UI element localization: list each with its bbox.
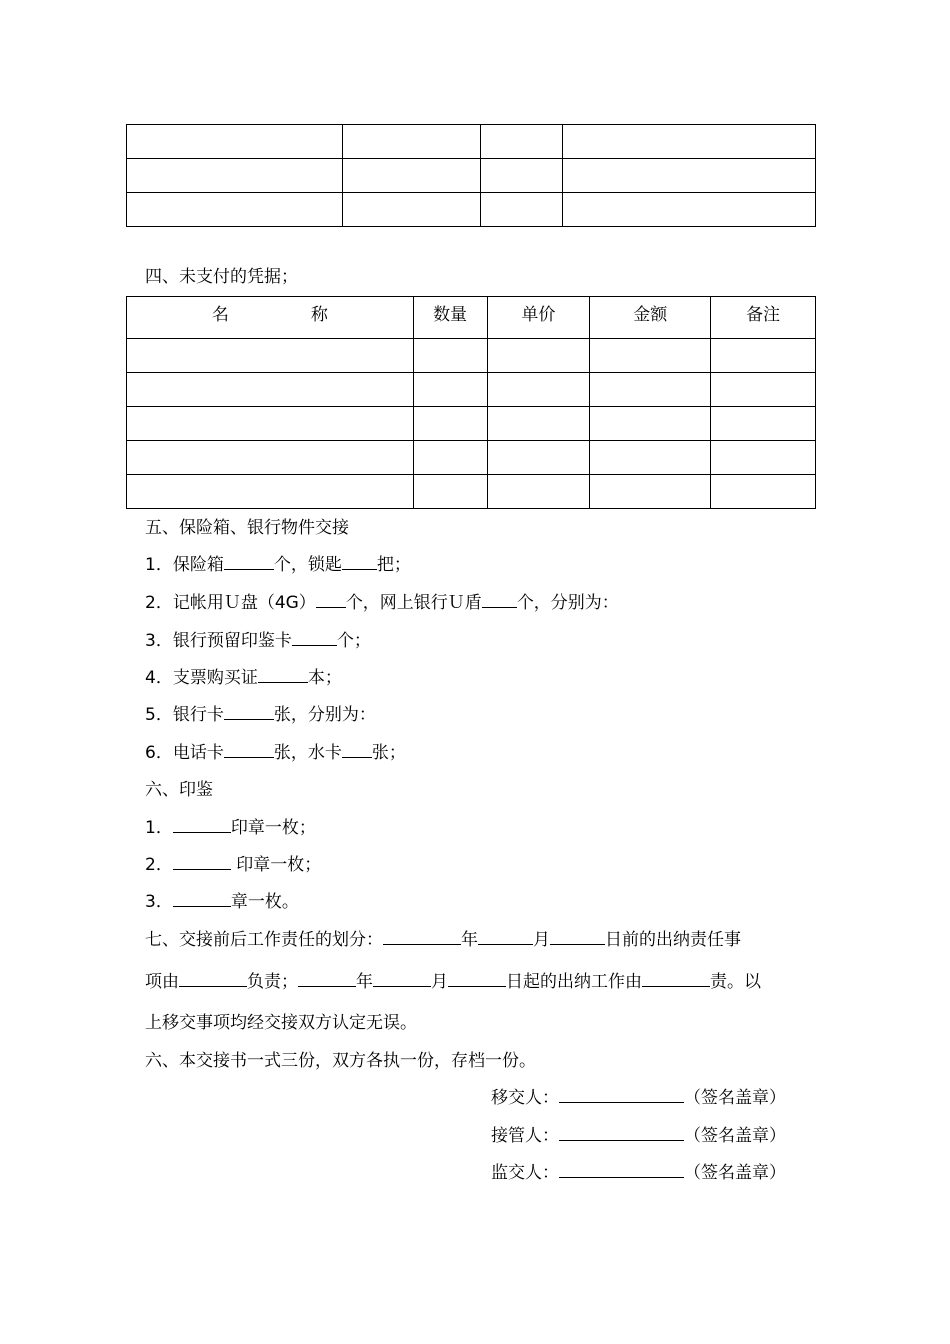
- section7-line1: [145, 925, 741, 950]
- blank-line: [383, 926, 461, 945]
- table-cell: [127, 475, 414, 509]
- item-safe: [145, 550, 411, 575]
- table-row: [127, 441, 816, 475]
- table-cell: [487, 475, 590, 509]
- table-cell: [127, 125, 343, 159]
- table-cell: [127, 441, 414, 475]
- text: 张；: [371, 743, 406, 763]
- section7-line2: [145, 967, 761, 992]
- signature-receiver: [491, 1121, 786, 1146]
- table-cell: [342, 159, 481, 193]
- text: 5．银行卡: [145, 705, 224, 725]
- text: 年: [461, 930, 478, 950]
- table-cell: [590, 407, 711, 441]
- blank-line: [224, 739, 274, 758]
- closing-statement: 六、本交接书一式三份，双方各执一份，存档一份。: [145, 1051, 536, 1071]
- blank-line: [482, 589, 517, 608]
- table-cell: [481, 159, 563, 193]
- text: 个，网上银行Ｕ盾: [345, 593, 482, 613]
- section-title-safe-bank-items: 五、保险箱、银行物件交接: [145, 518, 349, 538]
- signature-transferor: [491, 1083, 786, 1108]
- text: 接管人：: [491, 1126, 559, 1146]
- table-row: [127, 193, 816, 227]
- header-name-char2: 称: [310, 305, 328, 325]
- text: 日起的出纳工作由: [506, 972, 642, 992]
- text: （签名盖章）: [684, 1163, 786, 1183]
- item-phone-water-card: [145, 738, 406, 763]
- text: 项由: [145, 972, 179, 992]
- signature-blank: [559, 1084, 684, 1103]
- blank-line: [173, 851, 231, 870]
- table-cell: [413, 475, 487, 509]
- text: 月: [431, 972, 448, 992]
- blank-line: [224, 551, 274, 570]
- text: 章一枚。: [230, 892, 299, 912]
- table-cell: [342, 193, 481, 227]
- table-cell: [481, 125, 563, 159]
- text: 印章一枚；: [230, 855, 322, 875]
- table-cell: [711, 339, 816, 373]
- text: 2．: [145, 855, 173, 875]
- table-cell: [127, 193, 343, 227]
- text: 七、交接前后工作责任的划分：: [145, 930, 383, 950]
- text: 2．记帐用Ｕ盘（4G）: [145, 593, 316, 613]
- table-cell: [127, 407, 414, 441]
- blank-line: [342, 551, 377, 570]
- table-row: [127, 373, 816, 407]
- text: 4．支票购买证: [145, 668, 258, 688]
- text: 日前的出纳责任事: [605, 930, 741, 950]
- table-cell: [487, 441, 590, 475]
- table-row: [127, 407, 816, 441]
- table-cell: [127, 339, 414, 373]
- header-quantity: 数量: [413, 297, 487, 339]
- blank-line: [179, 968, 247, 987]
- text: 6．电话卡: [145, 743, 224, 763]
- text: 1．保险箱: [145, 555, 224, 575]
- blank-line: [173, 888, 231, 907]
- table-cell: [711, 407, 816, 441]
- blank-line: [224, 701, 274, 720]
- table-cell: [413, 407, 487, 441]
- text: 张，水卡: [273, 743, 342, 763]
- blank-line: [342, 739, 372, 758]
- text: 监交人：: [491, 1163, 559, 1183]
- signature-supervisor: [491, 1158, 786, 1183]
- unpaid-vouchers-table: [126, 296, 816, 509]
- blank-line: [373, 968, 431, 987]
- item-usb: [145, 588, 619, 613]
- table-cell: [590, 475, 711, 509]
- table-row: [127, 339, 816, 373]
- seal-item-3: [145, 887, 299, 912]
- table-cell: [711, 475, 816, 509]
- blank-line: [292, 627, 337, 646]
- table-row: [127, 159, 816, 193]
- text: 负责；: [247, 972, 298, 992]
- section-title-seals: 六、印鉴: [145, 780, 213, 800]
- section-title-unpaid-vouchers: 四、未支付的凭据；: [145, 267, 298, 287]
- text: 责。以: [710, 972, 761, 992]
- header-unit-price: 单价: [487, 297, 590, 339]
- section7-line3: 上移交事项均经交接双方认定无误。: [145, 1013, 417, 1033]
- table-row: [127, 125, 816, 159]
- text: 个，分别为：: [516, 593, 619, 613]
- table-cell: [481, 193, 563, 227]
- blank-line: [298, 968, 356, 987]
- text: 个；: [336, 631, 371, 651]
- signature-blank: [559, 1159, 684, 1178]
- blank-line: [316, 589, 346, 608]
- header-name: [127, 297, 414, 339]
- text: 移交人：: [491, 1088, 559, 1108]
- table-cell: [127, 373, 414, 407]
- signature-blank: [559, 1122, 684, 1141]
- table-cell: [590, 373, 711, 407]
- header-name-char1: 名: [211, 305, 229, 325]
- table-cell: [563, 159, 816, 193]
- table-cell: [413, 339, 487, 373]
- text: 张，分别为：: [273, 705, 376, 725]
- seal-item-2: [145, 850, 321, 875]
- blank-line: [550, 926, 605, 945]
- text: 月: [533, 930, 550, 950]
- header-amount: 金额: [590, 297, 711, 339]
- table-cell: [342, 125, 481, 159]
- blank-line: [478, 926, 533, 945]
- table-cell: [487, 407, 590, 441]
- text: 年: [356, 972, 373, 992]
- item-cheque-cert: [145, 663, 342, 688]
- blank-line: [642, 968, 710, 987]
- table-cell: [590, 441, 711, 475]
- seal-item-1: [145, 813, 316, 838]
- text: 本；: [307, 668, 342, 688]
- text: 1．: [145, 818, 173, 838]
- table-cell: [563, 193, 816, 227]
- text: （签名盖章）: [684, 1088, 786, 1108]
- table-cell: [563, 125, 816, 159]
- text: 把；: [376, 555, 411, 575]
- blank-line: [448, 968, 506, 987]
- blank-line: [173, 814, 231, 833]
- table-cell: [413, 441, 487, 475]
- text: （签名盖章）: [684, 1126, 786, 1146]
- table-cell: [711, 441, 816, 475]
- table-cell: [127, 159, 343, 193]
- table-cell: [487, 373, 590, 407]
- blank-line: [258, 664, 308, 683]
- item-bank-card: [145, 700, 376, 725]
- text: 3．银行预留印鉴卡: [145, 631, 292, 651]
- table-cell: [711, 373, 816, 407]
- table-cell: [590, 339, 711, 373]
- table-cell: [413, 373, 487, 407]
- table-cell: [487, 339, 590, 373]
- text: 3．: [145, 892, 173, 912]
- table-row: [127, 475, 816, 509]
- table-header-row: [127, 297, 816, 339]
- continued-table: [126, 124, 816, 227]
- item-seal-card: [145, 626, 371, 651]
- text: 印章一枚；: [230, 818, 316, 838]
- text: 个，锁匙: [273, 555, 342, 575]
- header-remarks: 备注: [711, 297, 816, 339]
